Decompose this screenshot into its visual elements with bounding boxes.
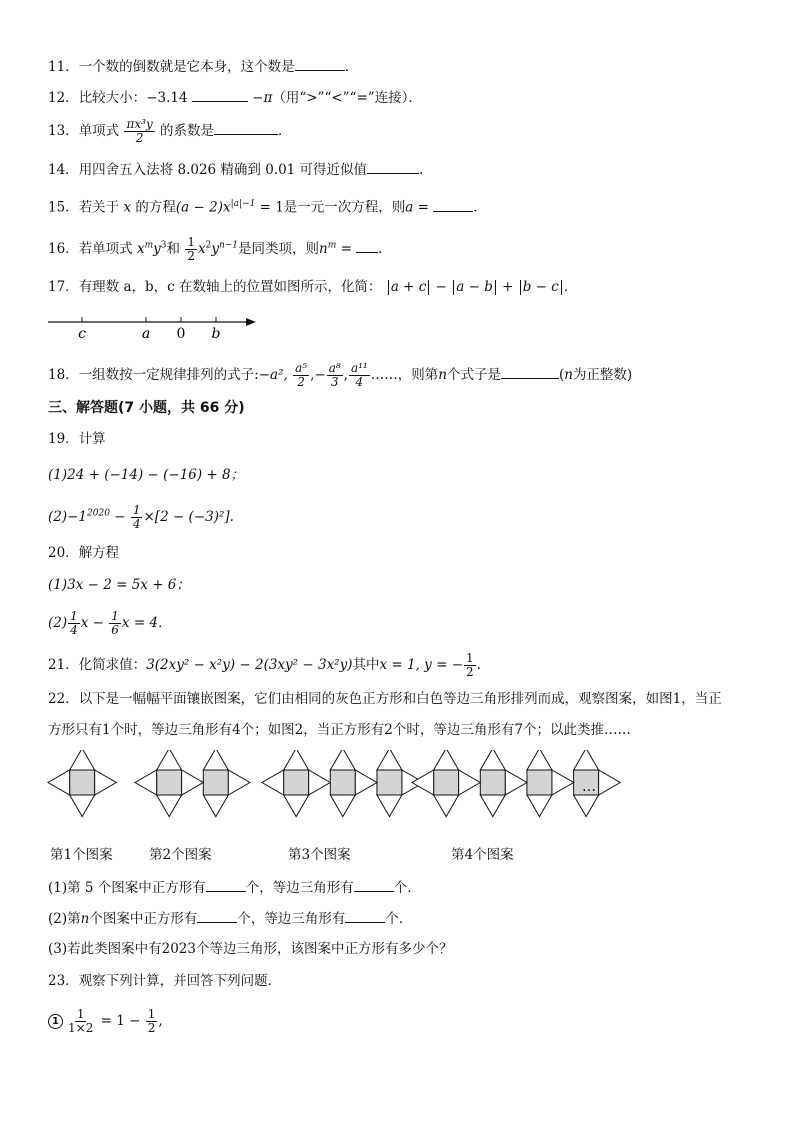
white-triangle <box>309 770 331 795</box>
white-triangle <box>203 795 228 817</box>
white-triangle <box>527 795 552 817</box>
white-triangle <box>377 750 402 770</box>
white-triangle <box>284 750 309 770</box>
answer-blank[interactable] <box>354 877 394 892</box>
gray-square <box>377 770 402 795</box>
gray-square <box>330 770 355 795</box>
question-17: 17．有理数 a，b，c 在数轴上的位置如图所示，化简： a + c − a − b + b − c ． <box>48 279 578 295</box>
white-triangle <box>203 750 228 770</box>
fraction: $\frac{1}{2}$ <box>187 235 195 263</box>
caption-2: 第2个图案 <box>149 847 212 863</box>
white-triangle <box>284 795 309 817</box>
question-22: 22．以下是一幅幅平面镶嵌图案，它们由相同的灰色正方形和白色等边三角形排列而成，观察图案，如图1，当正 <box>48 691 722 707</box>
fraction: $\frac{\text{πx³y}}{2}$ <box>126 117 153 145</box>
caption-4: 第4个图案 <box>451 847 514 863</box>
question-14: 14．用四舍五入法将 8.026 精确到 0.01 可得近似值 . <box>48 159 423 179</box>
white-triangle <box>95 770 117 795</box>
white-triangle <box>574 795 599 817</box>
question-11: 11．一个数的倒数就是它本身，这个数是 ． <box>48 56 358 76</box>
tessellation-patterns <box>0 750 794 840</box>
white-triangle <box>552 770 574 795</box>
q20-part2: (2) $\frac{1}{4}$ x − $\frac{1}{6}$ x = 4． <box>48 609 172 637</box>
pattern-1 <box>48 750 116 817</box>
answer-blank[interactable] <box>192 87 248 102</box>
section-heading: 三、解答题(7 小题，共 66 分) <box>48 400 245 416</box>
answer-blank[interactable] <box>433 197 473 212</box>
white-triangle <box>70 750 95 770</box>
question-19: 19．计算 <box>48 431 106 447</box>
white-triangle <box>434 795 459 817</box>
circled-number: 1 <box>48 1014 63 1029</box>
caption-1: 第1个图案 <box>50 847 113 863</box>
pattern-2 <box>135 750 250 817</box>
white-triangle <box>330 795 355 817</box>
question-18: 18．一组数按一定规律排列的式子:−a², $\frac{\text{a⁵}}{2}$ ,− $\frac{\text{a⁸}}{3}$ , $\frac{\text{a¹¹}}{4}$ ……，则第n个式子是 (n为正整数) <box>48 361 633 389</box>
white-triangle <box>157 795 182 817</box>
gray-square <box>527 770 552 795</box>
label-zero: 0 <box>176 326 186 342</box>
pattern-3 <box>262 750 424 817</box>
white-triangle <box>505 770 527 795</box>
answer-blank[interactable] <box>214 120 278 135</box>
gray-square <box>434 770 459 795</box>
q22-part3: (3)若此类图案中有2023个等边三角形，该图案中正方形有多少个？ <box>48 941 453 957</box>
question-13: 13．单项式 $\frac{\text{πx³y}}{2}$ 的系数是 ． <box>48 117 292 145</box>
white-triangle <box>135 770 157 795</box>
q19-part1: (1)24 + (−14) − (−16) + 8； <box>48 467 245 483</box>
gray-square <box>284 770 309 795</box>
white-triangle <box>480 795 505 817</box>
white-triangle <box>355 770 377 795</box>
question-23: 23．观察下列计算，并回答下列问题． <box>48 973 282 989</box>
white-triangle <box>459 770 481 795</box>
white-triangle <box>574 750 599 770</box>
white-triangle <box>412 770 434 795</box>
gray-square <box>157 770 182 795</box>
label-c: c <box>78 326 86 342</box>
answer-blank[interactable] <box>501 364 559 379</box>
q22-part2: (2)第n个图案中正方形有 个，等边三角形有 个． <box>48 908 412 928</box>
ellipsis: … <box>582 779 596 795</box>
white-triangle <box>434 750 459 770</box>
white-triangle <box>330 750 355 770</box>
number-line <box>44 310 264 344</box>
white-triangle <box>480 750 505 770</box>
white-triangle <box>228 770 250 795</box>
label-b: b <box>211 326 221 342</box>
answer-blank[interactable] <box>345 908 385 923</box>
q22-part1: (1)第 5 个图案中正方形有 个，等边三角形有 个． <box>48 877 421 897</box>
white-triangle <box>157 750 182 770</box>
question-22-line2: 方形只有1个时，等边三角形有4个；如图2，当正方形有2个时，等边三角形有7个；以此类推…… <box>48 722 631 738</box>
q20-part1: (1)3x − 2 = 5x + 6； <box>48 577 190 593</box>
white-triangle <box>599 770 621 795</box>
answer-blank[interactable] <box>367 159 419 174</box>
caption-3: 第3个图案 <box>288 847 351 863</box>
white-triangle <box>377 795 402 817</box>
white-triangle <box>262 770 284 795</box>
q19-part2: $(2)-1^{2020}$ − $\frac{1}{4}$ ×[2 − (−3)²]. <box>48 503 234 531</box>
question-20: 20．解方程 <box>48 545 120 561</box>
question-16: 16．若单项式 $x^my^3$和 $\frac{1}{2}$ $x^2y^{n-1}$是同类项，则$n^m$ = ． <box>48 235 392 263</box>
answer-blank[interactable] <box>356 238 378 253</box>
label-a: a <box>141 326 151 342</box>
white-triangle <box>48 770 70 795</box>
question-21: 21．化简求值：3(2xy² − x²y) − 2(3xy² − 3x²y)其中x = 1, y = − $\frac{1}{2}$ . <box>48 651 481 679</box>
white-triangle <box>182 770 204 795</box>
gray-square <box>70 770 95 795</box>
white-triangle <box>527 750 552 770</box>
q23-item1: 1 $\frac{1}{1\times 2}$ = 1 − $\frac{1}{2}$ , <box>48 1008 163 1035</box>
gray-square <box>480 770 505 795</box>
white-triangle <box>70 795 95 817</box>
question-15: 15．若关于 x 的方程$(a - 2)x^{|a|-1} = 1$是一元一次方程，则a = ． <box>48 195 487 217</box>
answer-blank[interactable] <box>206 877 246 892</box>
gray-square <box>203 770 228 795</box>
answer-blank[interactable] <box>295 56 345 71</box>
question-12: 12．比较大小：−3.14 −π（用“>”“<”“=”连接）． <box>48 87 422 107</box>
answer-blank[interactable] <box>197 908 237 923</box>
